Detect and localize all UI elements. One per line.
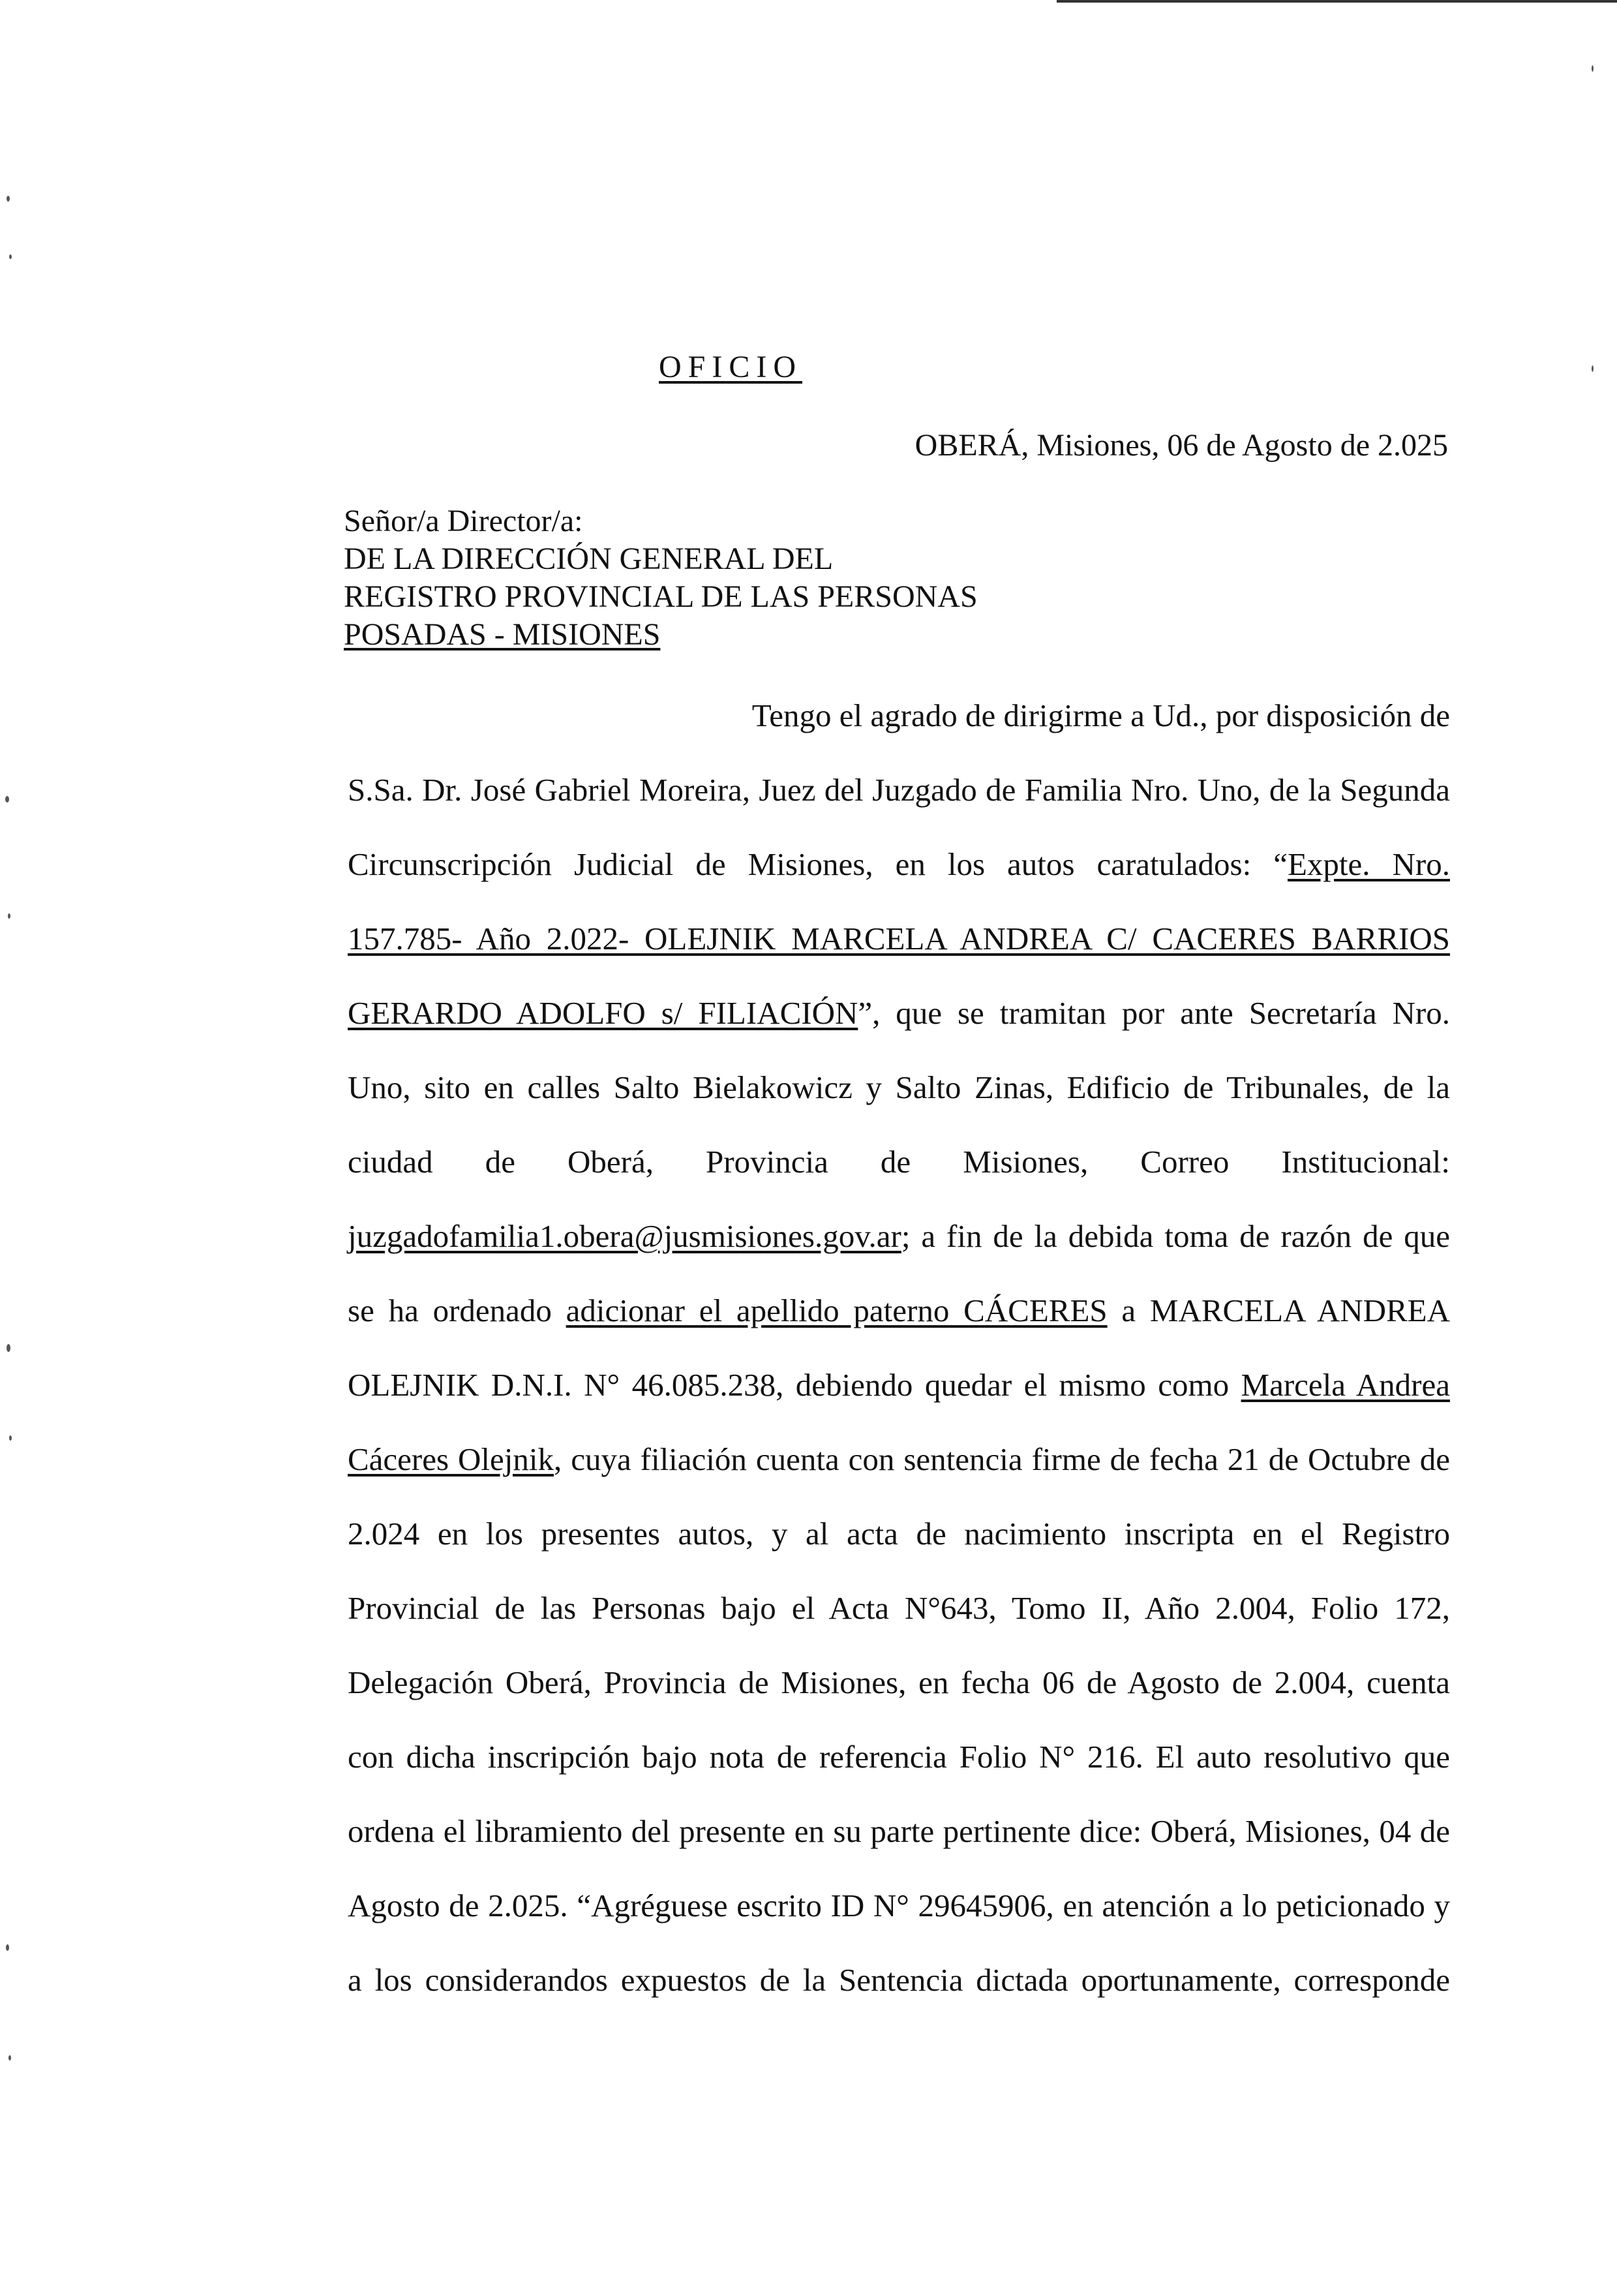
body-line: Delegación Oberá, Provincia de Misiones, en fecha 06 de Agosto de 2.004, cuenta — [348, 1664, 1450, 1700]
body-line: ordena el libramiento del presente en su parte pertinente dice: Oberá, Misiones, 04 de — [348, 1813, 1450, 1849]
scan-speck — [8, 913, 10, 919]
addressee-line-1: DE LA DIRECCIÓN GENERAL DEL — [344, 542, 834, 576]
dateline: OBERÁ, Misiones, 06 de Agosto de 2.025 — [914, 428, 1448, 463]
scan-speck — [7, 196, 10, 202]
scan-speck — [7, 1344, 10, 1352]
body-line — [348, 1422, 1450, 1497]
body-line-text: ”, que se tramitan por ante Secretaría Nro. — [858, 995, 1450, 1031]
body-line: ciudad de Oberá, Provincia de Misiones, Correo Institucional: — [348, 1144, 1450, 1180]
body-line — [348, 827, 1450, 902]
body-line-text: se ha ordenado — [348, 1293, 566, 1328]
surname-order: adicionar el apellido paterno CÁCERES — [566, 1293, 1108, 1328]
body-line: con dicha inscripción bajo nota de referencia Folio N° 216. El auto resolutivo que — [348, 1739, 1450, 1775]
addressee-block — [344, 502, 978, 654]
document-title: OFICIO — [658, 350, 802, 384]
scan-speck — [6, 1944, 9, 1951]
body-line-text: Circunscripción Judicial de Misiones, en los autos caratulados: “ — [348, 846, 1288, 882]
scan-speck — [8, 2055, 11, 2060]
scan-speck — [9, 254, 12, 259]
scan-speck — [9, 1435, 12, 1441]
body-line: S.Sa. Dr. José Gabriel Moreira, Juez del Juzgado de Familia Nro. Uno, de la Segunda — [348, 772, 1450, 808]
body-line — [348, 1348, 1450, 1422]
body-line-text: , cuya filiación cuenta con sentencia firme de fecha 21 de Octubre de — [554, 1441, 1450, 1477]
addressee-line-3: POSADAS - MISIONES — [344, 617, 661, 652]
body-line-text: ; a fin de la debida toma de razón de que — [901, 1218, 1450, 1254]
new-name-start: Marcela Andrea — [1241, 1367, 1450, 1403]
institutional-email-link[interactable]: juzgadofamilia1.obera@jusmisiones.gov.ar — [348, 1218, 901, 1254]
body-line: Uno, sito en calles Salto Bielakowicz y Salto Zinas, Edificio de Tribunales, de la — [348, 1069, 1450, 1105]
body-paragraph — [348, 679, 1450, 2017]
scan-speck — [1592, 365, 1594, 372]
body-line: 2.024 en los presentes autos, y al acta de nacimiento inscripta en el Registro — [348, 1516, 1450, 1552]
body-line-text: a MARCELA ANDREA — [1107, 1293, 1450, 1328]
body-line: Tengo el agrado de dirigirme a Ud., por disposición de — [751, 697, 1450, 733]
case-reference: 157.785- Año 2.022- OLEJNIK MARCELA ANDREA C/ CACERES BARRIOS — [348, 921, 1450, 957]
body-line — [348, 1199, 1450, 1274]
scan-speck — [1592, 65, 1594, 72]
case-reference-end: GERARDO ADOLFO s/ FILIACIÓN — [348, 995, 858, 1031]
body-line: Agosto de 2.025. “Agréguese escrito ID N° 29645906, en atención a lo peticionado y — [348, 1888, 1450, 1923]
body-line: Provincial de las Personas bajo el Acta N°643, Tomo II, Año 2.004, Folio 172, — [348, 1590, 1450, 1626]
addressee-salutation: Señor/a Director/a: — [344, 504, 583, 538]
body-line-text: OLEJNIK D.N.I. N° 46.085.238, debiendo quedar el mismo como — [348, 1367, 1241, 1403]
body-line — [348, 902, 1450, 976]
body-line — [348, 1274, 1450, 1348]
case-reference-start: Expte. Nro. — [1287, 846, 1450, 882]
body-line — [348, 976, 1450, 1050]
addressee-line-2: REGISTRO PROVINCIAL DE LAS PERSONAS — [344, 579, 978, 614]
scan-speck — [5, 796, 9, 803]
top-border-line — [1057, 0, 1617, 3]
new-name-end: Cáceres Olejnik — [348, 1441, 554, 1477]
body-line: a los considerandos expuestos de la Sentencia dictada oportunamente, corresponde — [348, 1962, 1450, 1998]
